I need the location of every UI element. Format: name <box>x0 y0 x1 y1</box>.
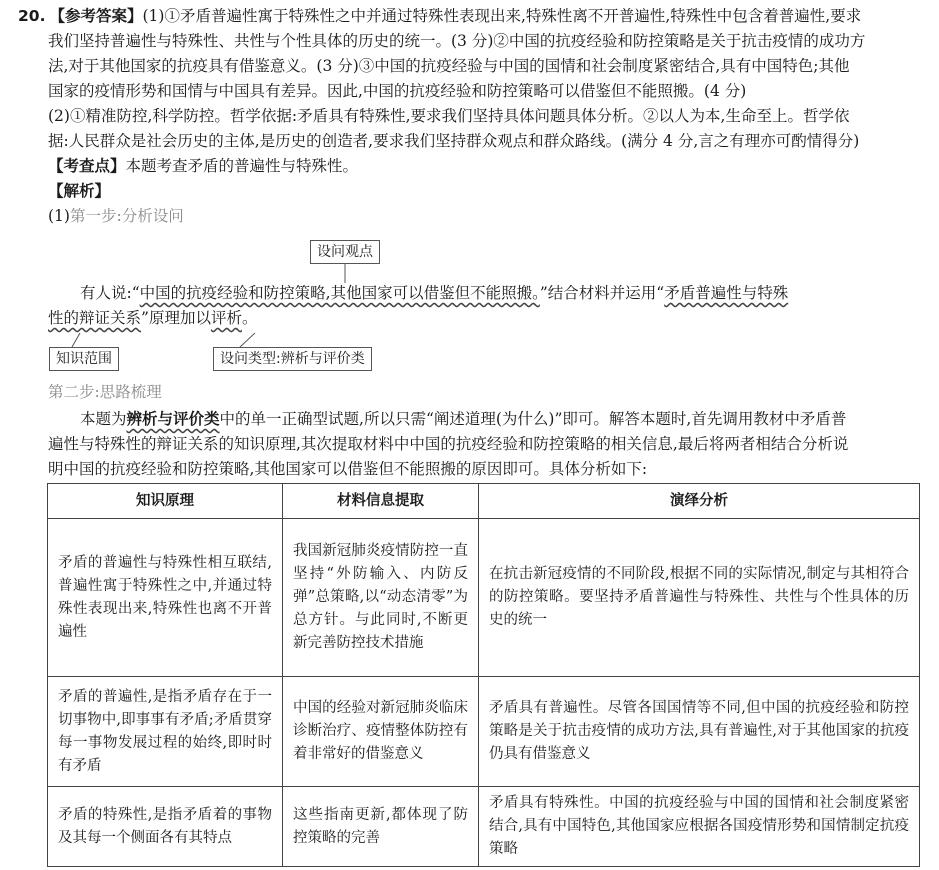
exam-point-text: 本题考查矛盾的普遍性与特殊性。 <box>125 157 359 175</box>
table-row <box>48 787 920 867</box>
answer-line: (2)①精准防控,科学防控。哲学依据:矛盾具有特殊性,要求我们坚持具体问题具体分析。②以人为本,生命至上。哲学依 <box>48 107 850 125</box>
prompt-e: ”原理加以 <box>141 309 211 327</box>
prompt-viewpoint: 中国的抗疫经验和防控策略,其他国家可以借鉴但不能照搬。 <box>139 284 540 302</box>
table-cell: 矛盾具有特殊性。中国的抗疫经验与中国的国情和社会制度紧密结合,具有中国特色,其他国家应根据各国疫情形势和国情制定抗疫策略 <box>479 787 920 867</box>
answer-label: 【参考答案】 <box>49 7 143 25</box>
step-1-title: 第一步:分析设问 <box>69 207 184 225</box>
analysis-label: 【解析】 <box>48 182 111 200</box>
header-knowledge: 知识原理 <box>48 484 283 519</box>
table-cell: 我国新冠肺炎疫情防控一直坚持“外防输入、内防反弹”总策略,以“动态清零”为总方针。与此同时,不断更新完善防控技术措施 <box>283 519 479 677</box>
viewpoint-tag: 设问观点 <box>310 240 380 264</box>
prompt-a: 有人说:“ <box>80 284 140 302</box>
step-1-prefix: (1) <box>48 207 70 225</box>
exam-point-label: 【考查点】 <box>48 157 126 175</box>
answer-line: 国家的疫情形势和国情与中国具有差异。因此,中国的抗疫经验和防控策略可以借鉴但不能照搬。(4 分) <box>48 82 747 100</box>
table-cell: 矛盾的特殊性,是指矛盾着的事物及其每一个侧面各有其特点 <box>48 787 283 867</box>
answer-line: 我们坚持普遍性与特殊性、共性与个性具体的历史的统一。(3 分)②中国的抗疫经验和防控策略是关于抗击疫情的成功方 <box>48 32 866 50</box>
analysis-a: 本题为 <box>80 410 127 428</box>
table-cell: 矛盾的普遍性与特殊性相互联结,普遍性寓于特殊性之中,并通过特殊性表现出来,特殊性也离不开普遍性 <box>48 519 283 677</box>
table-header-row <box>48 484 920 519</box>
question-prompt <box>48 281 922 331</box>
knowledge-connector <box>72 333 80 347</box>
table-cell: 矛盾的普遍性,是指矛盾存在于一切事物中,即事事有矛盾;矛盾贯穿每一事物发展过程的始终,即时时有矛盾 <box>48 677 283 787</box>
analysis-paragraph <box>48 406 922 482</box>
table-cell: 中国的经验对新冠肺炎临床诊断治疗、疫情整体防控有着非常好的借鉴意义 <box>283 677 479 787</box>
header-deduction: 演绎分析 <box>479 484 920 519</box>
table-cell: 矛盾具有普遍性。尽管各国国情等不同,但中国的抗疫经验和防控策略是关于抗击疫情的成功方法,具有普遍性,对于其他国家的抗疫仍具有借鉴意义 <box>479 677 920 787</box>
analysis-line: 明中国的抗疫经验和防控策略,其他国家可以借鉴但不能照搬的原因即可。具体分析如下: <box>48 460 648 478</box>
question-number: 20. <box>18 7 46 25</box>
type-connector <box>240 333 255 347</box>
step-2-title: 第二步:思路梳理 <box>48 383 162 401</box>
analysis-line: 遍性与特殊性的辩证关系的知识原理,其次提取材料中中国的抗疫经验和防控策略的相关信息,最后将两者相结合分析说 <box>48 435 849 453</box>
prompt-knowledge-2: 性的辩证关系 <box>48 309 142 327</box>
prompt-knowledge-1: 矛盾普遍性与特殊 <box>664 284 789 302</box>
answer-line: (1)①矛盾普遍性寓于特殊性之中并通过特殊性表现出来,特殊性离不开普遍性,特殊性中包含着普遍性,要求 <box>142 7 862 25</box>
header-material: 材料信息提取 <box>283 484 479 519</box>
knowledge-tag: 知识范围 <box>49 347 119 371</box>
table-row <box>48 519 920 677</box>
analysis-table <box>47 483 920 867</box>
table-cell: 在抗击新冠疫情的不同阶段,根据不同的实际情况,制定与其相符合的防控策略。要坚持矛盾普遍性与特殊性、共性与个性具体的历史的统一 <box>479 519 920 677</box>
table-cell: 这些指南更新,都体现了防控策略的完善 <box>283 787 479 867</box>
prompt-c: ”结合材料并运用“ <box>539 284 665 302</box>
prompt-type: 评析 <box>210 309 242 327</box>
table-row <box>48 677 920 787</box>
analysis-c: 中的单一正确型试题,所以只需“阐述道理(为什么)”即可。解答本题时,首先调用教材中矛盾普 <box>219 410 847 428</box>
type-tag: 设问类型:辨析与评价类 <box>213 347 372 371</box>
prompt-g: 。 <box>241 309 258 327</box>
answer-line: 法,对于其他国家的抗疫具有借鉴意义。(3 分)③中国的抗疫经验与中国的国情和社会制度紧密结合,具有中国特色;其他 <box>48 57 850 75</box>
answer-line: 据:人民群众是社会历史的主体,是历史的创造者,要求我们坚持群众观点和群众路线。(满分 4 分,言之有理亦可酌情得分) <box>48 132 860 150</box>
analysis-type: 辨析与评价类 <box>126 409 220 428</box>
